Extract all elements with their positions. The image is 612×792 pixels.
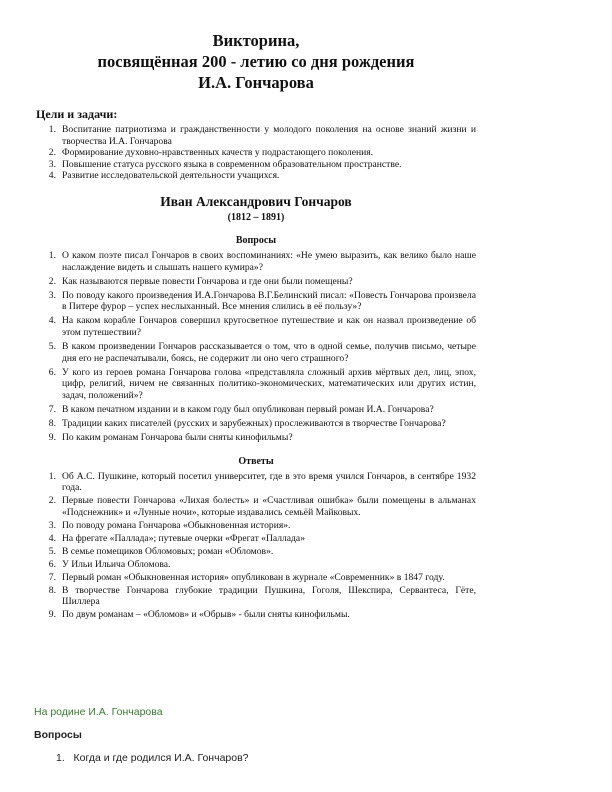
list-item: 9. По каким романам Гончарова были сняты кинофильмы? (48, 431, 293, 443)
list-item: 4. Развитие исследовательской деятельности учащихся. (48, 170, 280, 182)
list-item: 7. В каком печатном издании и в каком году был опубликован первый роман И.А. Гончарова? (48, 404, 434, 416)
section-link[interactable]: На родине И.А. Гончарова (34, 706, 163, 718)
list-item: 1. Об А.С. Пушкине, который посетил университет, где в это время учился Гончаров, в сентябре 1932 года. (48, 470, 476, 494)
item-text: Когда и где родился И.А. Гончаров? (73, 752, 249, 764)
list-item: 7. Первый роман «Обыкновенная история» опубликован в журнале «Современник» в 1847 году. (48, 571, 445, 583)
title-line-3: И.А. Гончарова (198, 73, 314, 92)
list-item: 3. По поводу какого произведения И.А.Гончарова В.Г.Белинский писал: «Повесть Гончарова произвела в Питере фурор – успех неслыханный. Все мнения слились в её пользу»? (48, 289, 476, 313)
list-item: 2. Первые повести Гончарова «Лихая болесть» и «Счастливая ошибка» были помещены в альманах «Подснежник» и «Лунные ночи», которые издавались семьёй Майковых. (48, 495, 476, 518)
list-item: 1. О каком поэте писал Гончаров в своих воспоминаниях: «Не умею выразить, как велико было наше наслаждение видеть и слышать нашего кумира»? (48, 249, 476, 273)
answers-list (40, 471, 476, 621)
item-number: 1. (56, 752, 65, 764)
questions-list (40, 250, 476, 444)
web-questions-heading: Вопросы (34, 729, 82, 741)
list-item: 2. Формирование духовно-нравственных качеств у подрастающего поколения. (48, 147, 374, 159)
answers-heading: Ответы (238, 455, 274, 467)
list-item: 5. В семье помещиков Обломовых; роман «Обломов». (48, 545, 274, 557)
title-line-2: посвящённая 200 - летию со дня рождения (97, 52, 415, 71)
list-item: 6. У Ильи Ильича Обломова. (48, 558, 171, 570)
list-item: 8. Традиции каких писателей (русских и зарубежных) прослеживаются в творчестве Гончарова? (48, 417, 446, 429)
list-item: 1. Воспитание патриотизма и гражданственности у молодого поколения на основе знаний жизни и творчества И.А. Гончарова (48, 124, 476, 147)
scanned-document-page (34, 20, 478, 700)
life-years: (1812 – 1891) (227, 211, 285, 223)
web-section (34, 706, 594, 764)
goals-list (40, 124, 476, 182)
goals-heading: Цели и задачи: (36, 107, 118, 121)
title-line-1: Викторина, (212, 31, 300, 50)
list-item: 8. В творчестве Гончарова глубокие традиции Пушкина, Гоголя, Шекспира, Сервантеса, Гёте, Шиллера (48, 584, 476, 608)
quiz-title (34, 30, 478, 93)
list-item: 9. По двум романам – «Обломов» и «Обрыв» - были сняты кинофильмы. (48, 609, 350, 621)
list-item: 2. Как называются первые повести Гончарова и где они были помещены? (48, 275, 353, 287)
list-item: 3. По поводу романа Гончарова «Обыкновенная история». (48, 519, 291, 531)
list-item: 3. Повышение статуса русского языка в современном образовательном пространстве. (48, 158, 402, 170)
list-item: 4. На каком корабле Гончаров совершил кругосветное путешествие и как он назвал произведение об этом путешествии? (48, 315, 476, 339)
questions-heading: Вопросы (235, 234, 277, 246)
list-item: 4. На фрегате «Паллада»; путевые очерки «Фрегат «Паллада» (48, 532, 305, 544)
list-item (34, 752, 594, 764)
list-item: 5. В каком произведении Гончаров рассказывается о том, что в одной семье, получив письмо, четыре дня его не распечатывали, боясь, не содержит ли оно чего страшного? (48, 340, 476, 364)
person-name: Иван Александрович Гончаров (160, 193, 352, 209)
list-item: 6. У кого из героев романа Гончарова голова «представляла сложный архив мёртвых дел, лиц, эпох, цифр, религий, ничем не связанных политико-экономических, математических или других истин, задач, положений»? (48, 366, 476, 402)
